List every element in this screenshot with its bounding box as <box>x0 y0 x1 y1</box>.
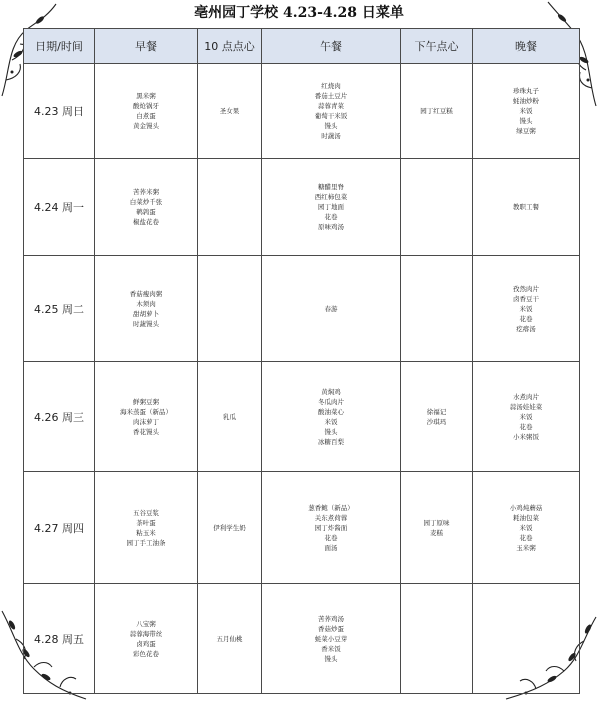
dish-item: 鲜粥豆粥 <box>133 397 159 406</box>
dish-item: 花卷 <box>324 213 338 221</box>
dish-item: 葡萄干米饭 <box>314 112 348 120</box>
dish-item: 香花馒头 <box>133 427 159 436</box>
dish-item: 茶叶蛋 <box>136 518 156 527</box>
dish-item: 五月仙桃 <box>216 634 243 643</box>
dish-item: 鹌鹑蛋 <box>136 208 156 216</box>
table-row <box>24 64 580 159</box>
dish-item: 园丁炸酱面 <box>314 523 348 532</box>
header-dinner: 晚餐 <box>473 29 580 64</box>
table-row <box>24 362 580 472</box>
afternoon-snack-cell <box>401 584 473 694</box>
dish-item: 蒜蓉青菜 <box>318 102 344 110</box>
table-row <box>24 472 580 584</box>
dinner-cell <box>473 64 580 159</box>
dish-item: 花卷 <box>519 533 533 542</box>
page-title: 亳州园丁学校 4.23-4.28 日菜单 <box>194 5 404 21</box>
dish-item: 红烧肉 <box>321 82 341 90</box>
header-morning-snack: 10 点点心 <box>198 29 262 64</box>
dish-item: 花卷 <box>519 314 533 323</box>
dish-item: 时蔬馒头 <box>133 319 159 328</box>
dish-item: 蒜汤娃娃菜 <box>509 402 543 411</box>
dish-item: 八宝粥 <box>136 619 156 628</box>
morning-snack-cell <box>198 584 262 694</box>
dish-item: 冬瓜肉片 <box>318 397 344 406</box>
dish-item: 酸炝锅牙 <box>133 102 159 110</box>
dish-item: 番茄土豆片 <box>314 92 348 100</box>
dish-item: 时蔬汤 <box>321 132 341 140</box>
morning-snack-cell <box>198 64 262 159</box>
dish-item: 小鸡炖蘑菇 <box>509 503 543 512</box>
dish-item: 海米蒸蛋（新品） <box>120 407 172 416</box>
dish-item: 圣女果 <box>219 107 240 115</box>
dish-item: 黑米粥 <box>136 92 156 100</box>
dish-item: 香米饭 <box>321 644 341 653</box>
dish-item: 春游 <box>324 304 338 313</box>
dish-item: 馒头 <box>519 117 533 125</box>
afternoon-snack-cell <box>401 362 473 472</box>
afternoon-snack-cell <box>401 472 473 584</box>
header-lunch: 午餐 <box>262 29 401 64</box>
dinner-cell <box>473 472 580 584</box>
dish-item: 五谷豆浆 <box>133 508 159 517</box>
dish-item: 园丁地面 <box>318 203 344 211</box>
dish-item: 徐福记 <box>426 407 447 416</box>
dish-item: 教职工餐 <box>513 203 539 211</box>
dish-item: 麦糕 <box>430 528 443 537</box>
dish-item: 沙琪玛 <box>426 417 447 426</box>
dish-item: 米饭 <box>519 412 533 421</box>
dish-item: 白菜炒千张 <box>129 198 163 206</box>
dish-item: 小米粥饭 <box>513 432 539 441</box>
dish-item: 水煮肉片 <box>513 392 539 401</box>
menu-body <box>24 64 580 694</box>
date-cell: 4.28 周五 <box>24 584 95 694</box>
dish-item: 花卷 <box>324 533 338 542</box>
dish-item: 玉米粥 <box>516 543 536 552</box>
date-cell: 4.24 周一 <box>24 159 95 256</box>
dish-item: 黄焖鸡 <box>321 387 341 396</box>
breakfast-cell <box>95 64 198 159</box>
table-row <box>24 159 580 256</box>
dish-item: 彩色花卷 <box>133 649 159 658</box>
dinner-cell <box>473 362 580 472</box>
menu-table <box>23 28 580 694</box>
dish-item: 卤鸡蛋 <box>136 639 156 648</box>
dish-item: 花卷 <box>519 422 533 431</box>
dish-item: 卤香豆干 <box>513 294 539 303</box>
dish-item: 馒头 <box>324 122 338 130</box>
lunch-cell <box>262 472 401 584</box>
breakfast-cell <box>95 472 198 584</box>
dish-item: 绿豆粥 <box>516 127 536 135</box>
header-date-time: 日期/时间 <box>24 29 95 64</box>
breakfast-cell <box>95 159 198 256</box>
dish-item: 馒头 <box>324 427 338 436</box>
table-row <box>24 584 580 694</box>
dish-item: 伊利学生奶 <box>213 523 246 532</box>
dish-item: 米饭 <box>519 107 533 115</box>
date-cell: 4.23 周日 <box>24 64 95 159</box>
dish-item: 关东煮荷蓉 <box>314 513 348 522</box>
header-row <box>24 29 580 64</box>
dish-item: 粘玉米 <box>136 528 156 537</box>
lunch-cell <box>262 584 401 694</box>
dish-item: 西红柿包菜 <box>314 193 348 201</box>
dish-item: 园丁原味 <box>423 518 450 527</box>
dinner-cell <box>473 584 580 694</box>
dish-item: 蒜蓉海带丝 <box>129 629 163 638</box>
dish-item: 乳瓜 <box>223 412 236 421</box>
breakfast-cell <box>95 256 198 362</box>
header-breakfast: 早餐 <box>95 29 198 64</box>
morning-snack-cell <box>198 472 262 584</box>
dish-item: 肉沫萝丁 <box>133 417 159 426</box>
dish-item: 珍珠丸子 <box>513 87 539 95</box>
dish-item: 椒盐花卷 <box>133 218 159 226</box>
dish-item: 木须肉 <box>136 299 156 308</box>
afternoon-snack-cell <box>401 256 473 362</box>
dish-item: 苦荞米粥 <box>133 188 159 196</box>
dish-item: 米饭 <box>519 523 533 532</box>
dish-item: 香菇炒蛋 <box>318 624 344 633</box>
dish-item: 疙瘩汤 <box>516 324 536 333</box>
dish-item: 耗油包菜 <box>513 513 539 522</box>
afternoon-snack-cell <box>401 159 473 256</box>
dish-item: 蚝油炒粉 <box>513 97 539 105</box>
dish-item: 园丁手工油条 <box>126 538 166 547</box>
afternoon-snack-cell <box>401 64 473 159</box>
date-cell: 4.26 周三 <box>24 362 95 472</box>
dish-item: 糖醋里脊 <box>318 183 344 191</box>
table-row <box>24 256 580 362</box>
dish-item: 苦荞鸡汤 <box>318 614 344 623</box>
dish-item: 孜然肉片 <box>513 284 539 293</box>
breakfast-cell <box>95 362 198 472</box>
date-cell: 4.25 周二 <box>24 256 95 362</box>
dish-item: 白煮蛋 <box>136 112 156 120</box>
breakfast-cell <box>95 584 198 694</box>
dish-item: 原味鸡汤 <box>318 223 344 231</box>
dish-item: 园丁红豆糕 <box>420 107 453 115</box>
dish-item: 米饭 <box>324 417 338 426</box>
dish-item: 面汤 <box>324 543 338 552</box>
dish-item: 葱香鲍（新品） <box>308 503 354 512</box>
dish-item: 蚝菜小豆芽 <box>314 634 348 643</box>
dish-item: 酸油菜心 <box>318 407 344 416</box>
morning-snack-cell <box>198 362 262 472</box>
lunch-cell <box>262 159 401 256</box>
dish-item: 馒头 <box>324 654 338 663</box>
header-afternoon-snack: 下午点心 <box>401 29 473 64</box>
morning-snack-cell <box>198 159 262 256</box>
dish-item: 黄金馒头 <box>133 122 159 130</box>
lunch-cell <box>262 64 401 159</box>
date-cell: 4.27 周四 <box>24 472 95 584</box>
dinner-cell <box>473 256 580 362</box>
dish-item: 甜胡萝卜 <box>133 309 159 318</box>
lunch-cell <box>262 362 401 472</box>
morning-snack-cell <box>198 256 262 362</box>
lunch-cell <box>262 256 401 362</box>
dish-item: 香菇瘦肉粥 <box>129 289 163 298</box>
dish-item: 冰糖百梨 <box>318 437 344 446</box>
dish-item: 米饭 <box>519 304 533 313</box>
dinner-cell <box>473 159 580 256</box>
